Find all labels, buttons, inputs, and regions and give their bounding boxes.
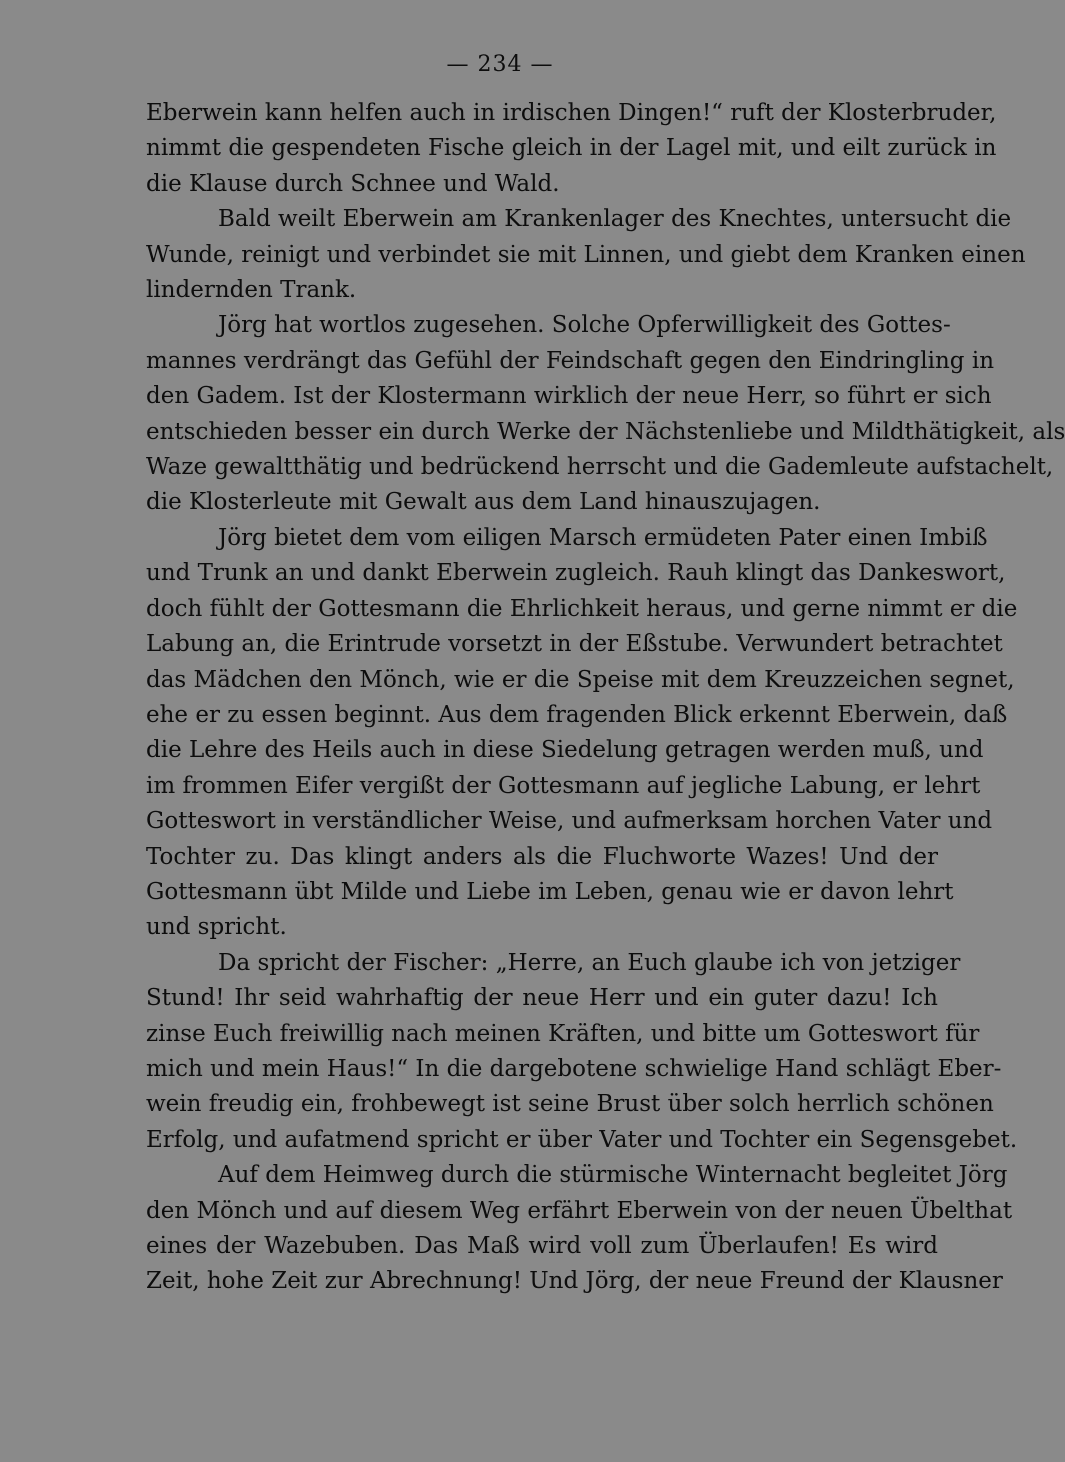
paragraph <box>146 96 997 202</box>
text-line: doch fühlt der Gottesmann die Ehrlichkeit heraus, und gerne nimmt er die <box>146 595 1018 622</box>
text-line: lindernden Trank. <box>146 277 357 304</box>
text-line: und Trunk an und dankt Eberwein zugleich. Rauh klingt das Dankeswort, <box>146 560 1006 587</box>
text-line: Stund! Ihr seid wahrhaftig der neue Herr und ein guter dazu! Ich <box>146 985 938 1012</box>
paragraph <box>146 202 1026 308</box>
paragraph <box>146 308 1065 520</box>
text-line: entschieden besser ein durch Werke der Nächstenliebe und Mildthätigkeit, als <box>146 418 1065 445</box>
text-line: Wunde, reinigt und verbindet sie mit Linnen, und giebt dem Kranken einen <box>146 241 1026 268</box>
text-line: mich und mein Haus!“ In die dargebotene schwielige Hand schlägt Eber- <box>146 1055 1002 1082</box>
text-line: Erfolg, und aufatmend spricht er über Vater und Tochter ein Segensgebet. <box>146 1126 1018 1153</box>
text-line: mannes verdrängt das Gefühl der Feindschaft gegen den Eindringling in <box>146 347 995 374</box>
text-line: Tochter zu. Das klingt anders als die Fluchworte Wazes! Und der <box>146 843 938 870</box>
text-line: das Mädchen den Mönch, wie er die Speise mit dem Kreuzzeichen segnet, <box>146 666 1015 693</box>
text-line: die Klause durch Schnee und Wald. <box>146 170 560 197</box>
text-line: Zeit, hohe Zeit zur Abrechnung! Und Jörg, der neue Freund der Klausner <box>146 1268 1003 1295</box>
text-line: im frommen Eifer vergißt der Gottesmann auf jegliche Labung, er lehrt <box>146 772 981 799</box>
text-line: Eberwein kann helfen auch in irdischen Dingen!“ ruft der Klosterbruder, <box>146 100 997 126</box>
text-line: Jörg bietet dem vom eiligen Marsch ermüdeten Pater einen Imbiß <box>218 524 988 551</box>
text-line: Bald weilt Eberwein am Krankenlager des Knechtes, untersucht die <box>218 206 1012 233</box>
paragraph <box>146 946 1018 1158</box>
text-line: Labung an, die Erintrude vorsetzt in der Eßstube. Verwundert betrachtet <box>146 631 1003 658</box>
text-line: ehe er zu essen beginnt. Aus dem fragenden Blick erkennt Eberwein, daß <box>146 701 1008 728</box>
text-line: nimmt die gespendeten Fische gleich in der Lagel mit, und eilt zurück in <box>146 135 997 162</box>
text-line: und spricht. <box>146 914 287 941</box>
text-line: den Mönch und auf diesem Weg erfährt Eberwein von der neuen Übelthat <box>146 1197 1013 1224</box>
page-number: — 234 — <box>446 52 554 77</box>
paragraph <box>146 521 1018 946</box>
text-line: wein freudig ein, frohbewegt ist seine Brust über solch herrlich schönen <box>146 1091 994 1118</box>
text-line: die Klosterleute mit Gewalt aus dem Land hinauszujagen. <box>146 489 821 516</box>
text-line: zinse Euch freiwillig nach meinen Kräften, und bitte um Gotteswort für <box>146 1020 980 1047</box>
body-text <box>146 96 1065 1300</box>
text-line: Da spricht der Fischer: „Herre, an Euch glaube ich von jetziger <box>218 949 961 976</box>
text-line: Jörg hat wortlos zugesehen. Solche Opferwilligkeit des Gottes- <box>218 312 951 339</box>
text-line: Gottesmann übt Milde und Liebe im Leben, genau wie er davon lehrt <box>146 878 954 905</box>
text-line: Auf dem Heimweg durch die stürmische Winternacht begleitet Jörg <box>218 1162 1008 1189</box>
paragraph <box>146 1158 1013 1300</box>
text-line: eines der Wazebuben. Das Maß wird voll zum Überlaufen! Es wird <box>146 1233 938 1259</box>
text-line: Gotteswort in verständlicher Weise, und aufmerksam horchen Vater und <box>146 808 993 835</box>
text-line: Waze gewaltthätig und bedrückend herrscht und die Gademleute aufstachelt, <box>146 454 1054 481</box>
text-line: die Lehre des Heils auch in diese Siedelung getragen werden muß, und <box>146 737 984 764</box>
text-line: den Gadem. Ist der Klostermann wirklich der neue Herr, so führt er sich <box>146 383 992 410</box>
